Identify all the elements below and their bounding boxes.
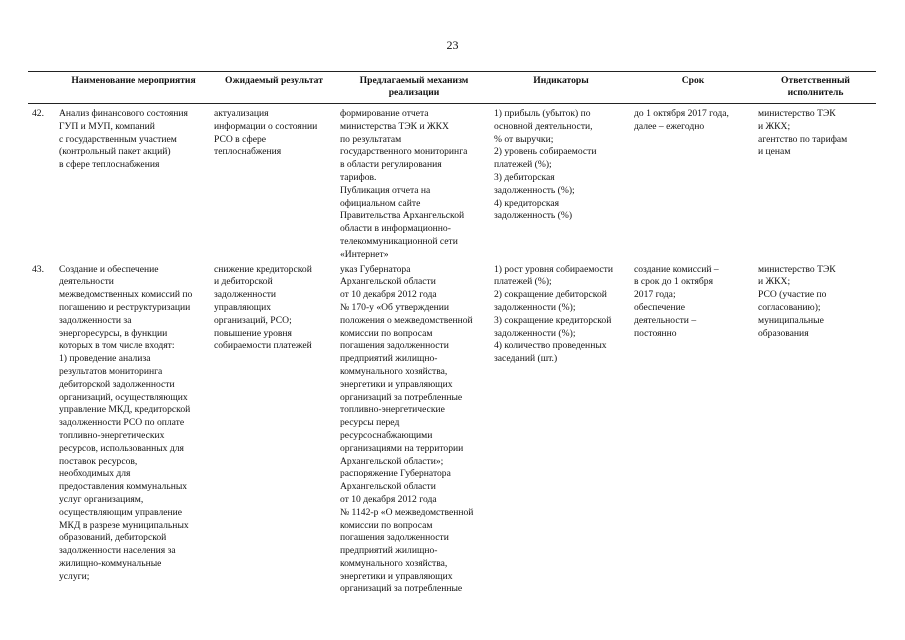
row-number: 42. <box>32 108 44 119</box>
header-number <box>28 72 56 104</box>
event-cell: Анализ финансового состояния ГУП и МУП, компаний с государственным участием (контрольный пакет акций) в сфере теплоснабжения <box>59 108 188 171</box>
responsible-cell: министерство ТЭК и ЖКХ; РСО (участие по согласованию); муниципальные образования <box>758 263 836 339</box>
header-deadline: Срок <box>631 72 755 104</box>
indicators-cell: 1) рост уровня собираемости платежей (%); 2) сокращение дебиторской задолженности (%); 3) сокращение кредиторской задолженности (%); 4) количество проведенных заседаний (шт.) <box>494 263 614 365</box>
table-row <box>28 104 876 262</box>
header-indicators: Индикаторы <box>491 72 631 104</box>
indicators-cell: 1) прибыль (убыток) по основной деятельности, % от выручки; 2) уровень собираемости платежей (%); 3) дебиторская задолженность (%); 4) кредиторская задолженность (%) <box>494 108 597 222</box>
deadline-cell: до 1 октября 2017 года, далее – ежегодно <box>634 108 729 132</box>
deadline-cell: создание комиссий – в срок до 1 октября 2017 года; обеспечение деятельности – постоянно <box>634 263 719 339</box>
table-row <box>28 262 876 597</box>
measures-table <box>28 71 876 596</box>
mechanism-cell: указ Губернатора Архангельской области от 10 декабря 2012 года № 170-у «Об утверждении положения о межведомственной комиссии по вопросам погашения задолженности предприятий жилищно- коммунального хозяйства, энергетики и управляющих организаций за потребленные топливно-энергетические ресурсы перед ресурсоснабжающими организациями на территории Архангельской области»; распоряжение Губернатора Архангельской области от 10 декабря 2012 года № 1142-р «О межведомственной комиссии по вопросам погашения задолженности предприятий жилищно- коммунального хозяйства, энергетики и управляющих организаций за потребленные <box>340 263 474 595</box>
header-event: Наименование мероприятия <box>56 72 211 104</box>
result-cell: актуализация информации о состоянии РСО в сфере теплоснабжения <box>214 108 318 158</box>
result-cell: снижение кредиторской и дебиторской задолженности управляющих организаций, РСО; повышение уровня собираемости платежей <box>214 263 312 352</box>
mechanism-cell: формирование отчета министерства ТЭК и ЖКХ по результатам государственного мониторинга в области регулирования тарифов. Публикация отчета на официальном сайте Правительства Архангельской области в информационно- телекоммуникационной сети «Интернет» <box>340 108 468 260</box>
header-mechanism: Предлагаемый механизм реализации <box>337 72 491 104</box>
header-responsible: Ответственный исполнитель <box>755 72 876 104</box>
table-header-row <box>28 72 876 104</box>
page-number: 23 <box>446 38 459 52</box>
row-number: 43. <box>32 263 44 275</box>
responsible-cell: министерство ТЭК и ЖКХ; агентство по тарифам и ценам <box>758 108 848 158</box>
header-result: Ожидаемый результат <box>211 72 337 104</box>
event-cell: Создание и обеспечение деятельности межведомственных комиссий по погашению и реструктуризации задолженности за энергоресурсы, в функции которых в том числе входят: 1) проведение анализа результатов мониторинга дебиторской задолженности организаций, осуществляющих управление МКД, кредиторской задолженности РСО по оплате топливно-энергетических ресурсов, использованных для поставок ресурсов, необходимых для предоставления коммунальных услуг организациям, осуществляющим управление МКД в разрезе муниципальных образований, дебиторской задолженности населения за жилищно-коммунальные услуги; <box>59 263 193 582</box>
